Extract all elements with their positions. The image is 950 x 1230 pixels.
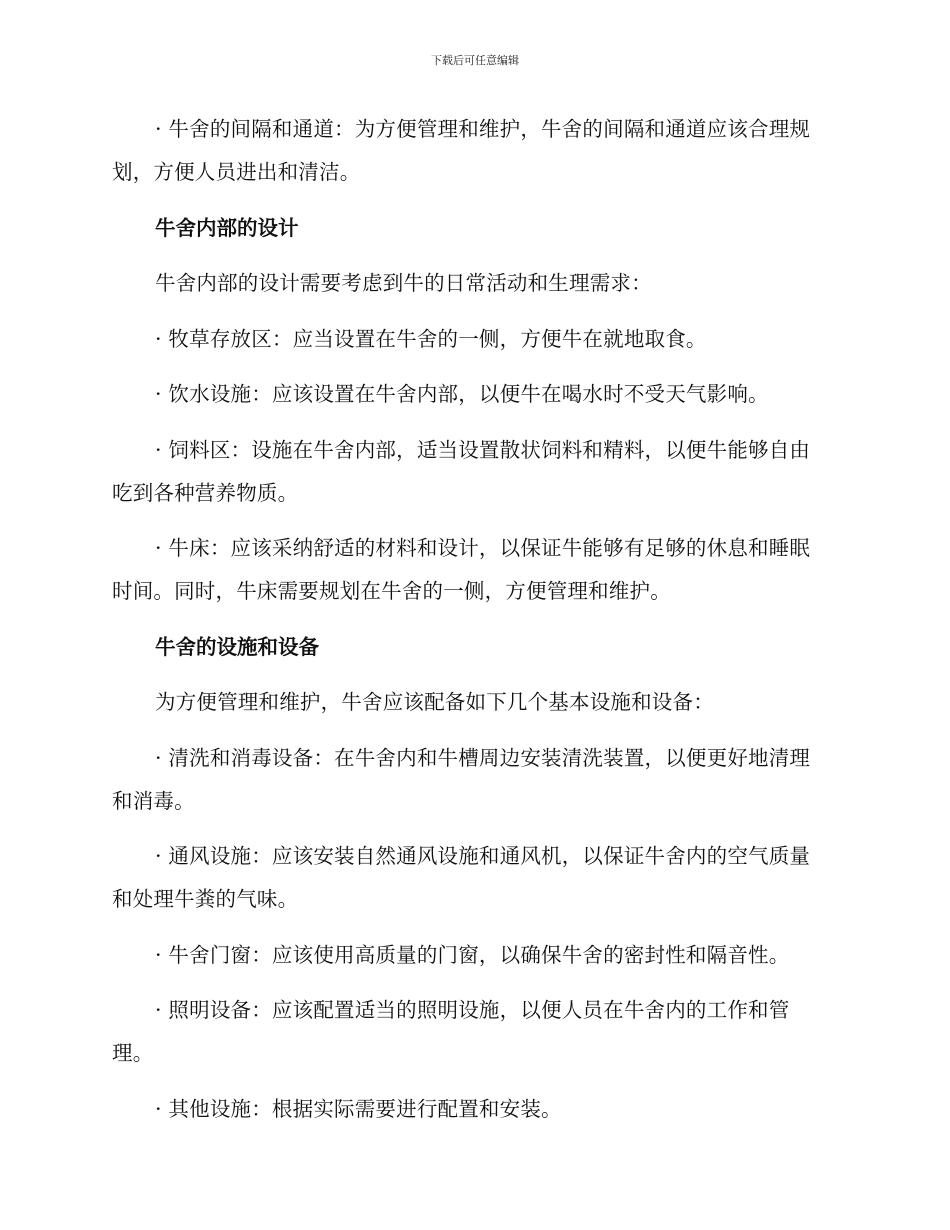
paragraph-ventilation: · 通风设施：应该安装自然通风设施和通风机，以保证牛舍内的空气质量和处理牛粪的气味。	[112, 844, 811, 911]
document-body	[112, 108, 822, 1143]
paragraph-interior-intro: 牛舍内部的设计需要考虑到牛的日常活动和生理需求：	[155, 271, 652, 295]
paragraph-water-facility: · 饮水设施：应该设置在牛舍内部，以便牛在喝水时不受天气影响。	[155, 382, 769, 406]
page-header: 下载后可任意编辑	[431, 54, 519, 67]
paragraph-doors-windows: · 牛舍门窗：应该使用高质量的门窗，以确保牛舍的密封性和隔音性。	[155, 942, 790, 967]
section-heading-interior-design: 牛舍内部的设计	[155, 215, 299, 240]
section-heading-facilities: 牛舍的设施和设备	[155, 634, 319, 659]
paragraph-cattle-bed: · 牛床：应该采纳舒适的材料和设计，以保证牛能够有足够的休息和睡眠时间。同时，牛床需要规划在牛舍的一侧，方便管理和维护。	[112, 536, 811, 603]
paragraph-aisles: · 牛舍的间隔和通道：为方便管理和维护，牛舍的间隔和通道应该合理规划，方便人员进出和清洁。	[112, 117, 811, 184]
paragraph-feed-area: · 饲料区：设施在牛舍内部，适当设置散状饲料和精料，以便牛能够自由吃到各种营养物质。	[112, 437, 811, 505]
paragraph-forage-storage: · 牧草存放区：应当设置在牛舍的一侧，方便牛在就地取食。	[155, 326, 707, 351]
paragraph-lighting: · 照明设备：应该配置适当的照明设施，以便人员在牛舍内的工作和管理。	[112, 998, 790, 1065]
paragraph-facilities-intro: 为方便管理和维护，牛舍应该配备如下几个基本设施和设备：	[155, 690, 714, 714]
paragraph-other-facilities: · 其他设施：根据实际需要进行配置和安装。	[155, 1096, 562, 1121]
paragraph-cleaning-equipment: · 清洗和消毒设备：在牛舍内和牛槽周边安装清洗装置，以便更好地清理和消毒。	[112, 745, 811, 813]
